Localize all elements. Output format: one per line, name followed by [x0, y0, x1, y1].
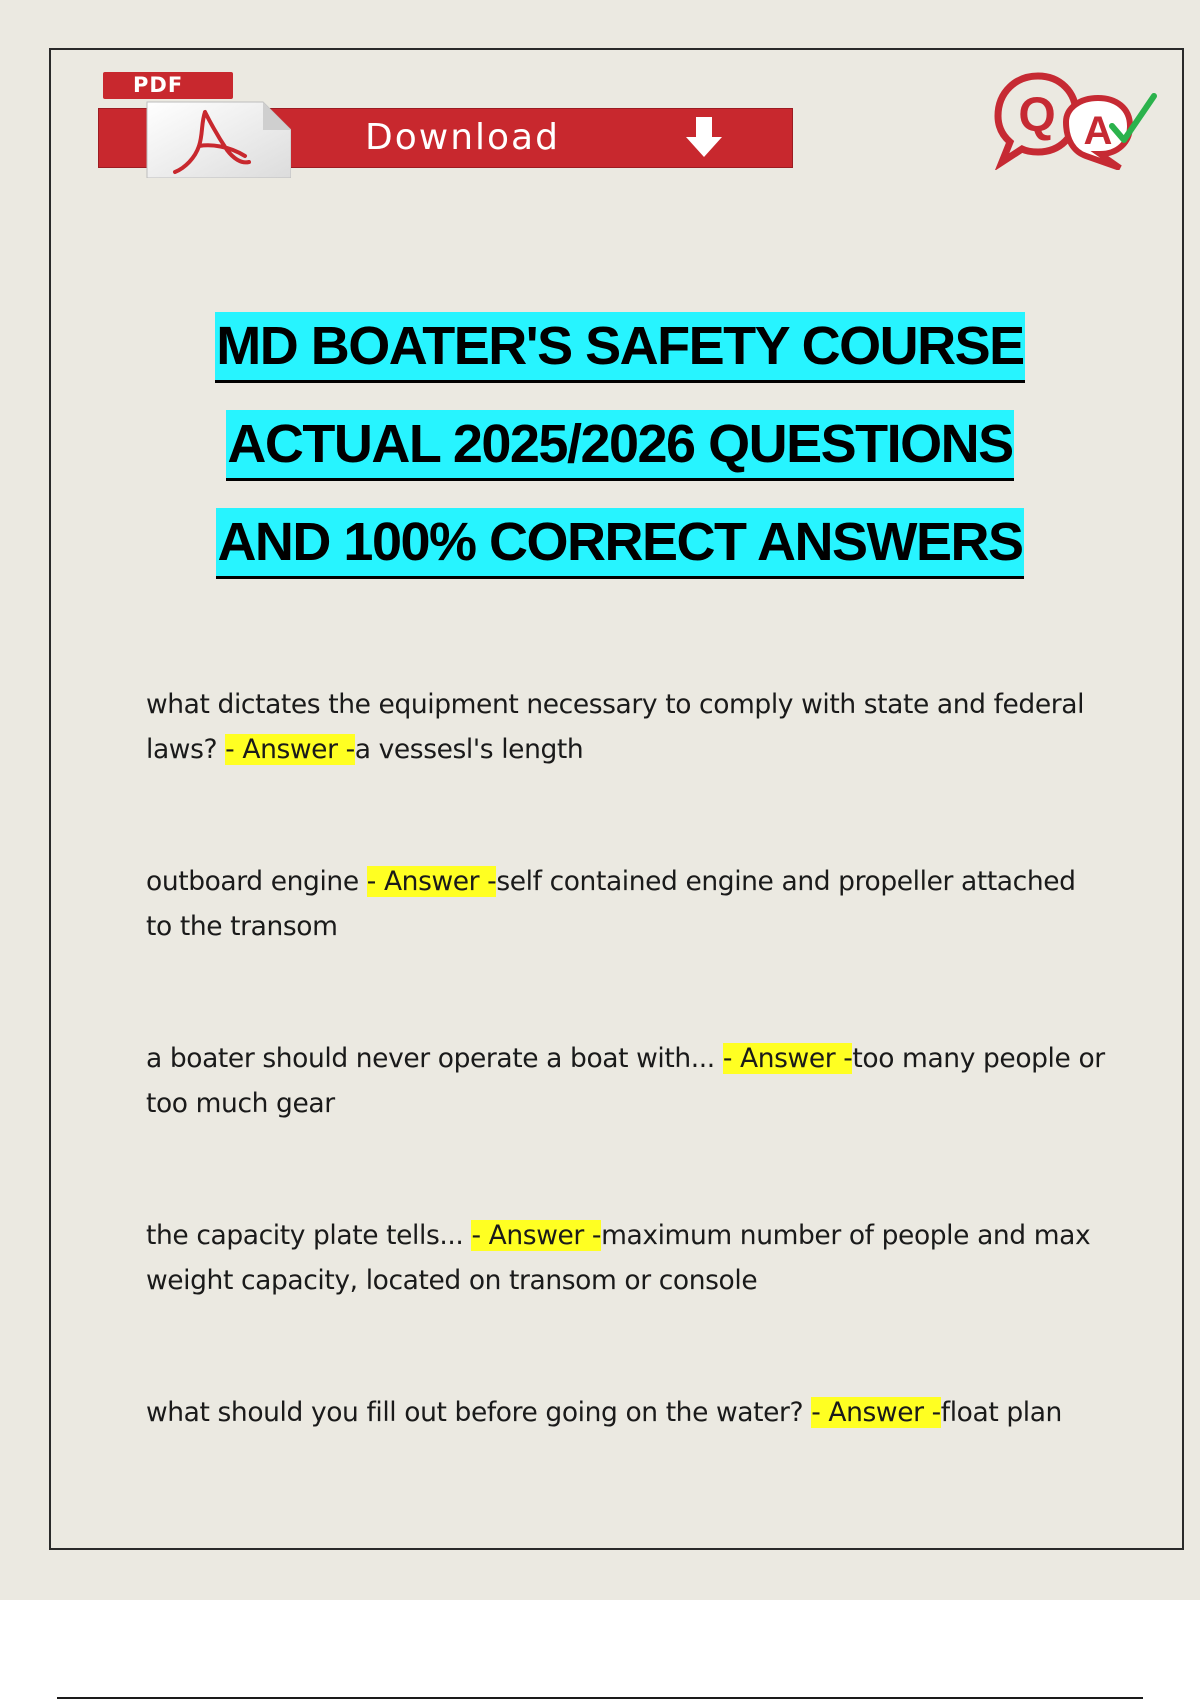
question-text: what dictates the equipment necessary to comply with state and federal laws?: [146, 689, 1085, 765]
pdf-document-icon: [145, 72, 291, 178]
answer-marker: - Answer -: [722, 1043, 853, 1074]
qa-item: [146, 1213, 1106, 1303]
pdf-tag: PDF: [103, 72, 233, 99]
question-text: what should you fill out before going on the water?: [146, 1397, 812, 1428]
answer-text: float plan: [940, 1397, 1062, 1428]
answer-marker: - Answer -: [225, 734, 355, 765]
question-text: outboard engine: [146, 866, 367, 897]
answer-text: a vessesl's length: [354, 734, 584, 765]
document-title: [0, 312, 1200, 606]
answer-marker: - Answer -: [366, 866, 497, 897]
qa-item: [146, 1390, 1106, 1435]
answer-marker: - Answer -: [471, 1220, 602, 1251]
page-frame: [49, 48, 1184, 1550]
qa-item: [146, 1036, 1106, 1126]
answer-text: too many people or too much gear: [146, 1043, 1105, 1119]
logo-a-letter: A: [1083, 109, 1113, 153]
answer-text: maximum number of people and max weight capacity, located on transom or console: [146, 1220, 1091, 1296]
qa-check-logo: [988, 70, 1158, 170]
question-text: the capacity plate tells...: [146, 1220, 472, 1251]
answer-text: self contained engine and propeller attached to the transom: [146, 866, 1076, 942]
download-label: Download: [365, 117, 560, 158]
footer-divider: [57, 1697, 1143, 1699]
title-line-3: AND 100% CORRECT ANSWERS: [216, 508, 1023, 579]
qa-item: [146, 859, 1106, 949]
title-line-2: ACTUAL 2025/2026 QUESTIONS: [226, 410, 1013, 481]
pdf-download-banner[interactable]: [98, 72, 793, 178]
title-line-1: MD BOATER'S SAFETY COURSE: [215, 312, 1024, 383]
question-text: a boater should never operate a boat with...: [146, 1043, 723, 1074]
logo-q-letter: Q: [1018, 89, 1056, 142]
qa-item: [146, 682, 1106, 772]
arrow-down-icon: [684, 117, 724, 159]
answer-marker: - Answer -: [811, 1397, 941, 1428]
